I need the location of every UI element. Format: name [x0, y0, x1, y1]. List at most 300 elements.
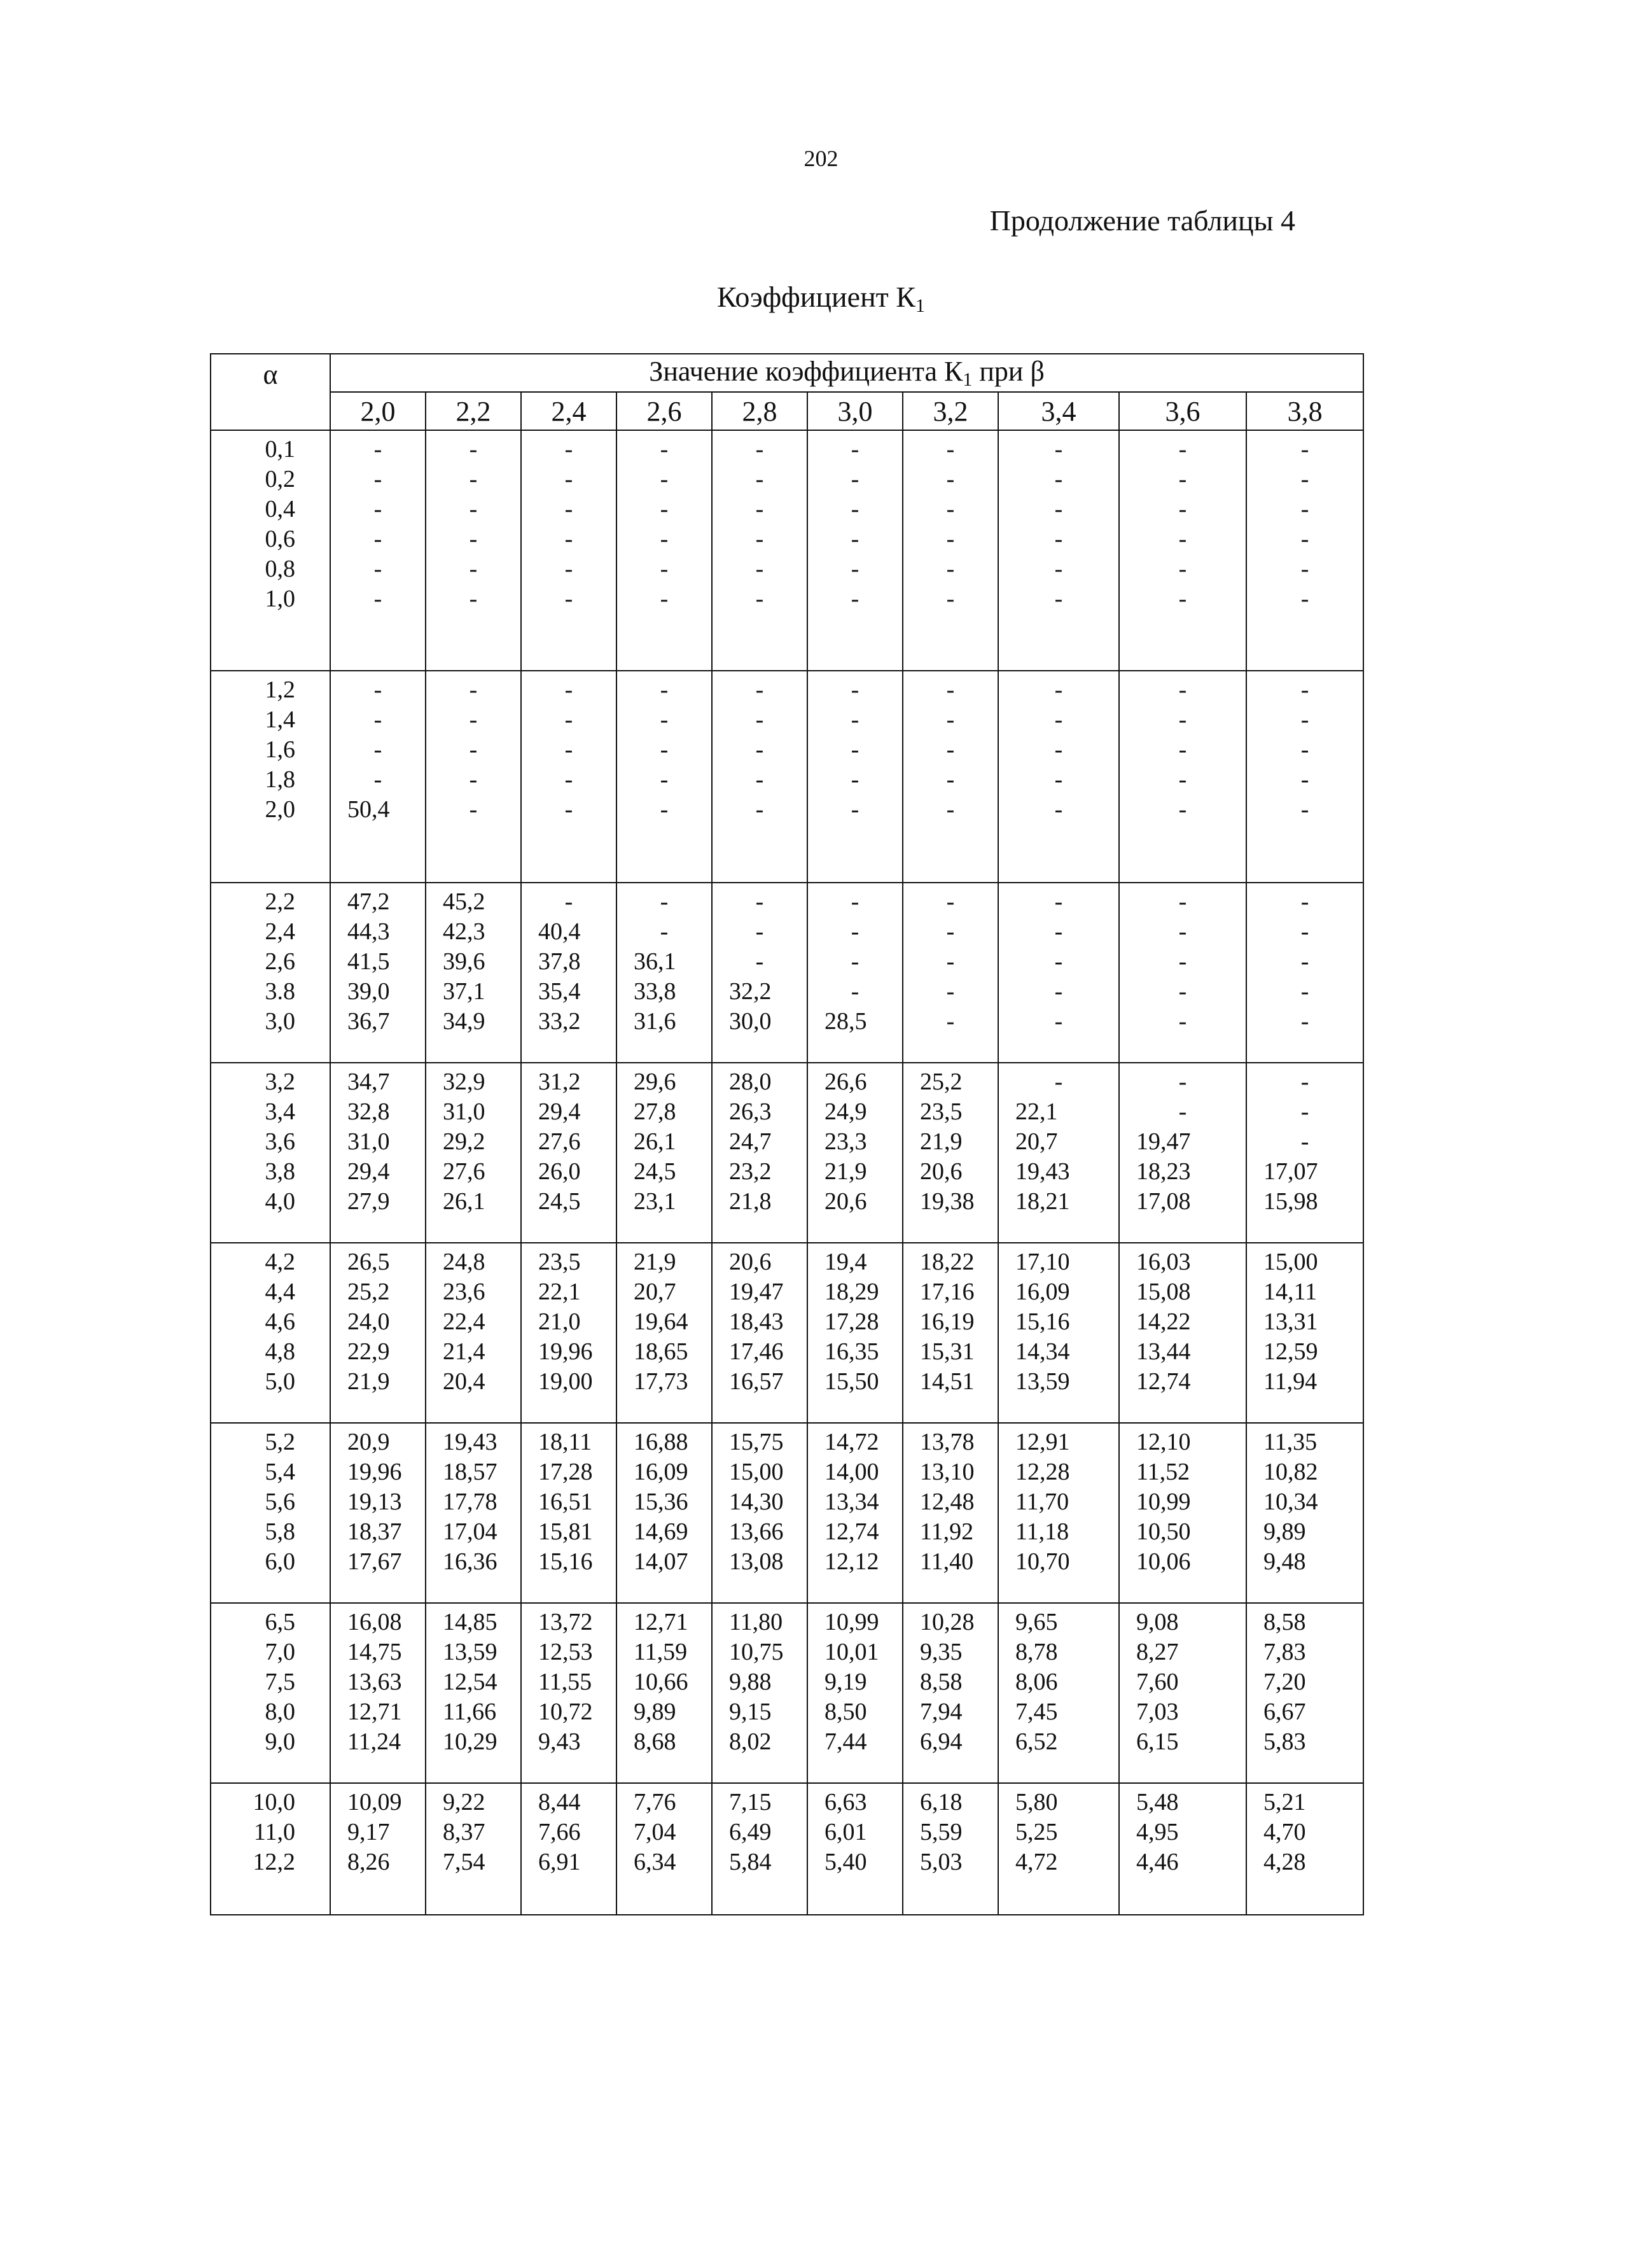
coefficient-value-cell: 33,2 [521, 1007, 616, 1037]
empty-value-cell: - [903, 430, 998, 465]
empty-value-cell: - [903, 671, 998, 705]
table-row-group [211, 1783, 1363, 1915]
spacer-cell [1119, 1577, 1246, 1603]
empty-value-cell: - [1246, 554, 1363, 584]
empty-value-cell: - [807, 765, 903, 795]
coefficient-value-cell: 19,43 [426, 1423, 521, 1457]
coefficient-value-cell: 12,10 [1119, 1423, 1246, 1457]
beta-header-subscript: 1 [963, 369, 973, 390]
alpha-value-cell: 1,6 [211, 735, 330, 765]
alpha-value-cell: 0,2 [211, 465, 330, 494]
coefficient-value-cell: 17,08 [1119, 1187, 1246, 1217]
coefficient-value-cell: 16,19 [903, 1307, 998, 1337]
beta-value-header: 2,8 [712, 392, 807, 430]
table-row-group [211, 1243, 1363, 1423]
coefficient-value-cell: 23,5 [521, 1243, 616, 1277]
coefficient-value-cell: 39,0 [330, 977, 426, 1007]
table-row-group [211, 883, 1363, 1063]
empty-value-cell: - [998, 554, 1119, 584]
coefficient-value-cell: 6,01 [807, 1817, 903, 1847]
empty-value-cell: - [712, 554, 807, 584]
alpha-header: α [211, 354, 330, 430]
spacer-cell [903, 1757, 998, 1783]
coefficient-value-cell: 6,18 [903, 1783, 998, 1817]
empty-value-cell: - [807, 524, 903, 554]
empty-value-cell: - [616, 494, 712, 524]
alpha-value-cell: 4,4 [211, 1277, 330, 1307]
empty-value-cell: - [1246, 1097, 1363, 1127]
alpha-value-cell: 3,8 [211, 1157, 330, 1187]
table-row [211, 671, 1363, 705]
empty-value-cell: - [616, 735, 712, 765]
alpha-value-cell: 4,2 [211, 1243, 330, 1277]
coefficient-value-cell: 21,8 [712, 1187, 807, 1217]
coefficient-value-cell: 8,68 [616, 1727, 712, 1757]
empty-value-cell: - [1119, 494, 1246, 524]
beta-value-header: 3,8 [1246, 392, 1363, 430]
coefficient-value-cell: 39,6 [426, 947, 521, 977]
empty-value-cell: - [1246, 465, 1363, 494]
coefficient-value-cell: 27,6 [521, 1127, 616, 1157]
coefficient-value-cell: 26,1 [616, 1127, 712, 1157]
coefficient-value-cell: 31,0 [330, 1127, 426, 1157]
spacer-cell [903, 825, 998, 883]
spacer-cell [211, 1757, 330, 1783]
alpha-value-cell: 1,0 [211, 584, 330, 614]
coefficient-value-cell: 17,73 [616, 1367, 712, 1397]
coefficient-value-cell: 40,4 [521, 917, 616, 947]
coefficient-value-cell: 17,46 [712, 1337, 807, 1367]
coefficient-value-cell: 7,66 [521, 1817, 616, 1847]
coefficient-value-cell: 19,64 [616, 1307, 712, 1337]
coefficient-value-cell: 12,54 [426, 1667, 521, 1697]
table-row [211, 584, 1363, 614]
table-row [211, 1063, 1363, 1097]
empty-value-cell: - [1246, 524, 1363, 554]
coefficient-value-cell: 10,01 [807, 1637, 903, 1667]
coefficient-value-cell: 20,4 [426, 1367, 521, 1397]
coefficient-value-cell: 12,28 [998, 1457, 1119, 1487]
table-row [211, 430, 1363, 465]
coefficient-value-cell: 13,34 [807, 1487, 903, 1517]
empty-value-cell: - [712, 430, 807, 465]
beta-value-header: 3,0 [807, 392, 903, 430]
coefficient-value-cell: 9,08 [1119, 1603, 1246, 1637]
alpha-value-cell: 5,6 [211, 1487, 330, 1517]
table-row [211, 1243, 1363, 1277]
coefficient-value-cell: 50,4 [330, 795, 426, 825]
coefficient-value-cell: 17,10 [998, 1243, 1119, 1277]
alpha-value-cell: 4,6 [211, 1307, 330, 1337]
spacer-cell [807, 1577, 903, 1603]
coefficient-value-cell: 20,7 [998, 1127, 1119, 1157]
empty-value-cell: - [1119, 524, 1246, 554]
spacer-cell [1119, 614, 1246, 671]
coefficient-value-cell: 22,1 [521, 1277, 616, 1307]
empty-value-cell: - [521, 735, 616, 765]
table-row [211, 1097, 1363, 1127]
empty-value-cell: - [521, 494, 616, 524]
coefficient-value-cell: 15,16 [998, 1307, 1119, 1337]
empty-value-cell: - [998, 1063, 1119, 1097]
coefficient-value-cell: 13,31 [1246, 1307, 1363, 1337]
empty-value-cell: - [1246, 977, 1363, 1007]
empty-value-cell: - [998, 735, 1119, 765]
empty-value-cell: - [998, 947, 1119, 977]
coefficient-value-cell: 19,4 [807, 1243, 903, 1277]
coefficient-value-cell: 6,49 [712, 1817, 807, 1847]
spacer-cell [807, 1217, 903, 1243]
empty-value-cell: - [330, 735, 426, 765]
empty-value-cell: - [807, 430, 903, 465]
empty-value-cell: - [330, 584, 426, 614]
spacer-cell [998, 1397, 1119, 1423]
coefficient-value-cell: 16,08 [330, 1603, 426, 1637]
spacer-cell [712, 1877, 807, 1915]
empty-value-cell: - [1246, 765, 1363, 795]
alpha-value-cell: 3,0 [211, 1007, 330, 1037]
empty-value-cell: - [807, 735, 903, 765]
empty-value-cell: - [712, 917, 807, 947]
coefficient-value-cell: 31,2 [521, 1063, 616, 1097]
coefficient-value-cell: 21,9 [330, 1367, 426, 1397]
coefficient-value-cell: 16,35 [807, 1337, 903, 1367]
alpha-value-cell: 10,0 [211, 1783, 330, 1817]
empty-value-cell: - [426, 554, 521, 584]
coefficient-value-cell: 10,99 [1119, 1487, 1246, 1517]
coefficient-value-cell: 10,82 [1246, 1457, 1363, 1487]
empty-value-cell: - [426, 671, 521, 705]
coefficient-value-cell: 9,17 [330, 1817, 426, 1847]
alpha-value-cell: 9,0 [211, 1727, 330, 1757]
coefficient-value-cell: 47,2 [330, 883, 426, 917]
coefficient-value-cell: 5,59 [903, 1817, 998, 1847]
alpha-value-cell: 3.8 [211, 977, 330, 1007]
empty-value-cell: - [426, 705, 521, 735]
coefficient-value-cell: 6,15 [1119, 1727, 1246, 1757]
empty-value-cell: - [712, 883, 807, 917]
spacer-cell [426, 1577, 521, 1603]
coefficient-value-cell: 7,45 [998, 1697, 1119, 1727]
coefficient-value-cell: 9,89 [616, 1697, 712, 1727]
spacer-cell [616, 1577, 712, 1603]
spacer-cell [521, 1217, 616, 1243]
empty-value-cell: - [616, 671, 712, 705]
spacer-cell [807, 1757, 903, 1783]
coefficient-value-cell: 6,94 [903, 1727, 998, 1757]
empty-value-cell: - [903, 584, 998, 614]
empty-value-cell: - [1246, 671, 1363, 705]
coefficient-value-cell: 10,99 [807, 1603, 903, 1637]
empty-value-cell: - [712, 795, 807, 825]
empty-value-cell: - [807, 465, 903, 494]
coefficient-value-cell: 24,9 [807, 1097, 903, 1127]
beta-values-row [211, 392, 1363, 430]
spacer-cell [712, 825, 807, 883]
coefficient-value-cell: 12,71 [616, 1603, 712, 1637]
empty-value-cell: - [1119, 795, 1246, 825]
table-row [211, 1637, 1363, 1667]
empty-value-cell: - [712, 494, 807, 524]
beta-header [330, 354, 1363, 392]
table-row [211, 1817, 1363, 1847]
beta-value-header: 2,2 [426, 392, 521, 430]
spacer-cell [521, 1757, 616, 1783]
group-spacer [211, 825, 1363, 883]
coefficient-value-cell: 37,8 [521, 947, 616, 977]
table-row [211, 1127, 1363, 1157]
coefficient-value-cell: 8,06 [998, 1667, 1119, 1697]
spacer-cell [1246, 1217, 1363, 1243]
table-row [211, 554, 1363, 584]
coefficient-value-cell: 7,83 [1246, 1637, 1363, 1667]
group-spacer [211, 1577, 1363, 1603]
empty-value-cell: - [616, 883, 712, 917]
empty-value-cell: - [998, 883, 1119, 917]
spacer-cell [330, 1217, 426, 1243]
empty-value-cell: - [330, 765, 426, 795]
spacer-cell [211, 1877, 330, 1915]
coefficient-value-cell: 22,4 [426, 1307, 521, 1337]
coefficient-value-cell: 24,5 [616, 1157, 712, 1187]
coefficient-value-cell: 41,5 [330, 947, 426, 977]
coefficient-value-cell: 9,19 [807, 1667, 903, 1697]
spacer-cell [998, 825, 1119, 883]
spacer-cell [330, 1037, 426, 1063]
coefficient-value-cell: 14,00 [807, 1457, 903, 1487]
coefficient-value-cell: 23,1 [616, 1187, 712, 1217]
coefficient-value-cell: 34,9 [426, 1007, 521, 1037]
spacer-cell [330, 1877, 426, 1915]
table-row-group [211, 1603, 1363, 1783]
empty-value-cell: - [1119, 765, 1246, 795]
spacer-cell [712, 1037, 807, 1063]
coefficient-value-cell: 27,6 [426, 1157, 521, 1187]
table-row [211, 524, 1363, 554]
alpha-value-cell: 0,1 [211, 430, 330, 465]
spacer-cell [211, 1037, 330, 1063]
empty-value-cell: - [616, 554, 712, 584]
coefficient-value-cell: 18,22 [903, 1243, 998, 1277]
coefficient-value-cell: 20,6 [807, 1187, 903, 1217]
spacer-cell [426, 614, 521, 671]
alpha-value-cell: 2,0 [211, 795, 330, 825]
coefficient-value-cell: 10,29 [426, 1727, 521, 1757]
empty-value-cell: - [426, 524, 521, 554]
spacer-cell [1246, 1757, 1363, 1783]
empty-value-cell: - [1119, 1097, 1246, 1127]
coefficient-value-cell: 13,59 [998, 1367, 1119, 1397]
spacer-cell [1246, 1397, 1363, 1423]
coefficient-value-cell: 11,24 [330, 1727, 426, 1757]
table-row [211, 1727, 1363, 1757]
empty-value-cell: - [1119, 465, 1246, 494]
coefficient-value-cell: 27,8 [616, 1097, 712, 1127]
coefficient-value-cell: 5,83 [1246, 1727, 1363, 1757]
beta-value-header: 3,6 [1119, 392, 1246, 430]
table-row [211, 1487, 1363, 1517]
table-row [211, 1277, 1363, 1307]
spacer-cell [1246, 614, 1363, 671]
spacer-cell [616, 614, 712, 671]
coefficient-value-cell: 10,72 [521, 1697, 616, 1727]
empty-value-cell: - [616, 465, 712, 494]
coefficient-value-cell: 9,89 [1246, 1517, 1363, 1547]
coefficient-value-cell: 5,03 [903, 1847, 998, 1877]
coefficient-value-cell: 9,88 [712, 1667, 807, 1697]
coefficient-value-cell: 8,78 [998, 1637, 1119, 1667]
alpha-value-cell: 4,8 [211, 1337, 330, 1367]
coefficient-value-cell: 15,31 [903, 1337, 998, 1367]
spacer-cell [1119, 1217, 1246, 1243]
empty-value-cell: - [998, 705, 1119, 735]
coefficient-value-cell: 19,47 [712, 1277, 807, 1307]
coefficient-value-cell: 17,16 [903, 1277, 998, 1307]
coefficient-value-cell: 12,12 [807, 1547, 903, 1577]
coefficient-value-cell: 11,18 [998, 1517, 1119, 1547]
empty-value-cell: - [426, 430, 521, 465]
spacer-cell [1119, 825, 1246, 883]
spacer-cell [330, 825, 426, 883]
empty-value-cell: - [330, 465, 426, 494]
coefficient-value-cell: 9,48 [1246, 1547, 1363, 1577]
alpha-value-cell: 7,5 [211, 1667, 330, 1697]
coefficient-value-cell: 29,4 [521, 1097, 616, 1127]
coefficient-value-cell: 16,03 [1119, 1243, 1246, 1277]
spacer-cell [330, 1757, 426, 1783]
coefficient-value-cell: 12,91 [998, 1423, 1119, 1457]
table-row-group [211, 430, 1363, 671]
empty-value-cell: - [1119, 705, 1246, 735]
alpha-value-cell: 11,0 [211, 1817, 330, 1847]
coefficient-value-cell: 12,71 [330, 1697, 426, 1727]
coefficient-value-cell: 5,84 [712, 1847, 807, 1877]
coefficient-value-cell: 18,37 [330, 1517, 426, 1547]
empty-value-cell: - [521, 430, 616, 465]
alpha-value-cell: 2,2 [211, 883, 330, 917]
coefficient-value-cell: 16,51 [521, 1487, 616, 1517]
empty-value-cell: - [903, 917, 998, 947]
coefficient-value-cell: 5,21 [1246, 1783, 1363, 1817]
coefficient-value-cell: 4,95 [1119, 1817, 1246, 1847]
table-row [211, 1423, 1363, 1457]
spacer-cell [903, 1577, 998, 1603]
spacer-cell [426, 1217, 521, 1243]
coefficient-value-cell: 24,8 [426, 1243, 521, 1277]
coefficient-value-cell: 15,98 [1246, 1187, 1363, 1217]
coefficient-value-cell: 10,50 [1119, 1517, 1246, 1547]
spacer-cell [426, 1877, 521, 1915]
coefficient-value-cell: 6,91 [521, 1847, 616, 1877]
empty-value-cell: - [1246, 917, 1363, 947]
spacer-cell [521, 1397, 616, 1423]
coefficient-value-cell: 6,34 [616, 1847, 712, 1877]
coefficient-value-cell: 18,43 [712, 1307, 807, 1337]
coefficient-value-cell: 36,1 [616, 947, 712, 977]
alpha-value-cell: 3,2 [211, 1063, 330, 1097]
empty-value-cell: - [1246, 883, 1363, 917]
alpha-value-cell: 3,4 [211, 1097, 330, 1127]
spacer-cell [521, 1877, 616, 1915]
table-row [211, 1603, 1363, 1637]
empty-value-cell: - [903, 524, 998, 554]
coefficient-value-cell: 31,0 [426, 1097, 521, 1127]
spacer-cell [616, 1397, 712, 1423]
coefficient-value-cell: 32,9 [426, 1063, 521, 1097]
alpha-value-cell: 1,2 [211, 671, 330, 705]
coefficient-value-cell: 14,69 [616, 1517, 712, 1547]
coefficient-value-cell: 19,00 [521, 1367, 616, 1397]
beta-value-header: 3,4 [998, 392, 1119, 430]
table-row [211, 1547, 1363, 1577]
spacer-cell [426, 825, 521, 883]
beta-header-text: Значение коэффициента К [649, 356, 963, 387]
coefficient-value-cell: 23,3 [807, 1127, 903, 1157]
coefficient-value-cell: 14,75 [330, 1637, 426, 1667]
empty-value-cell: - [998, 765, 1119, 795]
alpha-value-cell: 7,0 [211, 1637, 330, 1667]
spacer-cell [712, 1397, 807, 1423]
spacer-cell [807, 1877, 903, 1915]
alpha-value-cell: 4,0 [211, 1187, 330, 1217]
coefficient-value-cell: 5,25 [998, 1817, 1119, 1847]
coefficient-value-cell: 37,1 [426, 977, 521, 1007]
coefficient-value-cell: 13,08 [712, 1547, 807, 1577]
empty-value-cell: - [330, 494, 426, 524]
empty-value-cell: - [712, 671, 807, 705]
coefficient-value-cell: 11,40 [903, 1547, 998, 1577]
empty-value-cell: - [903, 705, 998, 735]
coefficient-value-cell: 11,55 [521, 1667, 616, 1697]
spacer-cell [1246, 1877, 1363, 1915]
coefficient-value-cell: 11,52 [1119, 1457, 1246, 1487]
coefficient-value-cell: 14,51 [903, 1367, 998, 1397]
coefficient-value-cell: 12,53 [521, 1637, 616, 1667]
coefficient-value-cell: 14,34 [998, 1337, 1119, 1367]
coefficient-value-cell: 35,4 [521, 977, 616, 1007]
alpha-value-cell: 6,0 [211, 1547, 330, 1577]
empty-value-cell: - [807, 795, 903, 825]
coefficient-value-cell: 21,4 [426, 1337, 521, 1367]
empty-value-cell: - [1119, 1007, 1246, 1037]
spacer-cell [616, 825, 712, 883]
spacer-cell [330, 1397, 426, 1423]
coefficient-value-cell: 21,0 [521, 1307, 616, 1337]
coefficient-value-cell: 13,44 [1119, 1337, 1246, 1367]
spacer-cell [426, 1397, 521, 1423]
coefficient-value-cell: 28,5 [807, 1007, 903, 1037]
table-row [211, 947, 1363, 977]
coefficient-value-cell: 11,35 [1246, 1423, 1363, 1457]
spacer-cell [903, 1877, 998, 1915]
coefficient-value-cell: 34,7 [330, 1063, 426, 1097]
empty-value-cell: - [998, 524, 1119, 554]
spacer-cell [998, 1217, 1119, 1243]
coefficient-value-cell: 23,2 [712, 1157, 807, 1187]
empty-value-cell: - [807, 917, 903, 947]
group-spacer [211, 1877, 1363, 1915]
coefficient-value-cell: 16,36 [426, 1547, 521, 1577]
spacer-cell [998, 614, 1119, 671]
coefficient-value-cell: 25,2 [330, 1277, 426, 1307]
empty-value-cell: - [712, 735, 807, 765]
coefficient-value-cell: 16,88 [616, 1423, 712, 1457]
empty-value-cell: - [330, 705, 426, 735]
empty-value-cell: - [521, 524, 616, 554]
coefficient-value-cell: 17,07 [1246, 1157, 1363, 1187]
group-spacer [211, 1757, 1363, 1783]
empty-value-cell: - [616, 705, 712, 735]
